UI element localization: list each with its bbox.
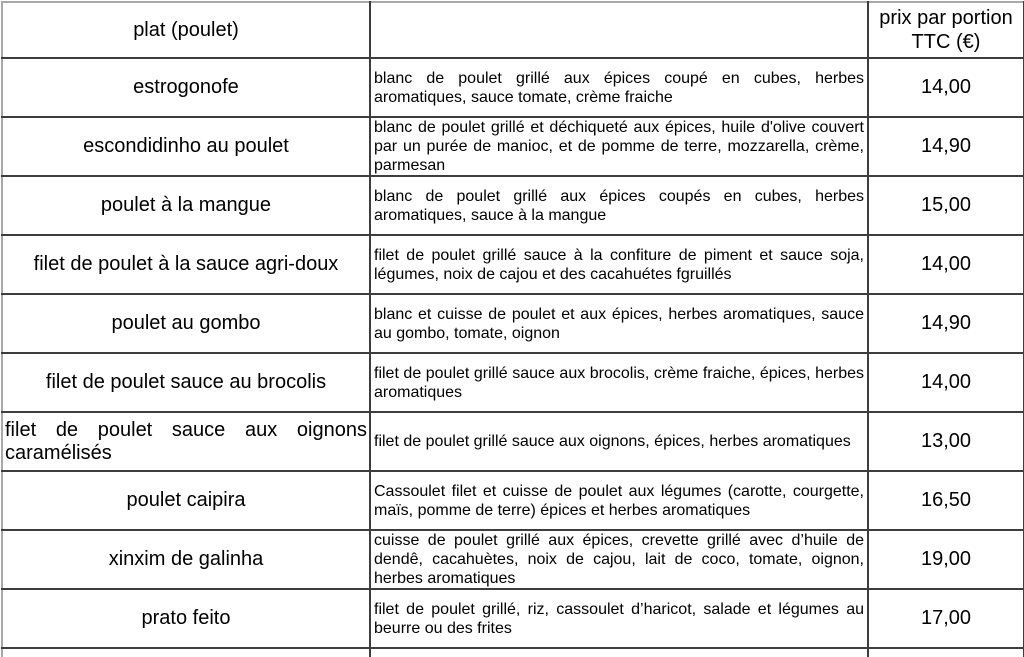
- dish-description-cell: blanc et cuisse de poulet et aux épices, herbes aromatiques, sauce au gombo, tomate, oignon: [370, 294, 868, 353]
- partial-cell: [370, 648, 868, 657]
- menu-row: [2, 412, 1024, 471]
- dish-price-cell: 14,90: [868, 117, 1024, 176]
- dish-price-cell: 16,50: [868, 471, 1024, 530]
- dish-name-cell: poulet caipira: [2, 471, 370, 530]
- menu-row: [2, 235, 1024, 294]
- dish-name-cell: filet de poulet sauce aux oignons caramélisés: [2, 412, 370, 471]
- menu-table: [1, 1, 1024, 657]
- dish-description-cell: filet de poulet grillé sauce aux oignons, épices, herbes aromatiques: [370, 412, 868, 471]
- dish-description-cell: filet de poulet grillé sauce à la confiture de piment et sauce soja, légumes, noix de cajou et des cacahuétes fgruillés: [370, 235, 868, 294]
- dish-name-cell: filet de poulet sauce au brocolis: [2, 353, 370, 412]
- dish-name-cell: prato feito: [2, 589, 370, 648]
- dish-name-cell: escondidinho au poulet: [2, 117, 370, 176]
- partial-cell: [868, 648, 1024, 657]
- dish-name-cell: estrogonofe: [2, 58, 370, 117]
- dish-price-cell: 13,00: [868, 412, 1024, 471]
- dish-price-cell: 17,00: [868, 589, 1024, 648]
- dish-name-cell: poulet à la mangue: [2, 176, 370, 235]
- dish-description-cell: filet de poulet grillé, riz, cassoulet d’haricot, salade et légumes au beurre ou des frites: [370, 589, 868, 648]
- dish-price-cell: 14,90: [868, 294, 1024, 353]
- dish-name-cell: poulet au gombo: [2, 294, 370, 353]
- menu-row: [2, 58, 1024, 117]
- menu-row: [2, 294, 1024, 353]
- dish-name-cell: xinxim de galinha: [2, 530, 370, 589]
- dish-price-cell: 14,00: [868, 58, 1024, 117]
- dish-description-cell: cuisse de poulet grillé aux épices, crevette grillé avec d’huile de dendê, cacahuètes, noix de cajou, lait de coco, tomate, oignon, herbes aromatiques: [370, 530, 868, 589]
- menu-table-header: [2, 2, 1024, 58]
- dish-description-cell: blanc de poulet grillé aux épices coupés en cubes, herbes aromatiques, sauce à la mangue: [370, 176, 868, 235]
- dish-price-cell: 14,00: [868, 235, 1024, 294]
- header-description-column: [370, 2, 868, 58]
- menu-rows: [2, 58, 1024, 648]
- menu-row: [2, 589, 1024, 648]
- menu-table-footer: [2, 648, 1024, 657]
- dish-price-cell: 19,00: [868, 530, 1024, 589]
- dish-description-cell: blanc de poulet grillé aux épices coupé en cubes, herbes aromatiques, sauce tomate, crème fraiche: [370, 58, 868, 117]
- menu-row: [2, 176, 1024, 235]
- dish-description-cell: filet de poulet grillé sauce aux brocolis, crème fraiche, épices, herbes aromatiques: [370, 353, 868, 412]
- dish-price-cell: 14,00: [868, 353, 1024, 412]
- partial-cell: [2, 648, 370, 657]
- dish-name-cell: filet de poulet à la sauce agri-doux: [2, 235, 370, 294]
- header-row: [2, 2, 1024, 58]
- menu-row: [2, 530, 1024, 589]
- dish-price-cell: 15,00: [868, 176, 1024, 235]
- dish-description-cell: Cassoulet filet et cuisse de poulet aux légumes (carotte, courgette, maïs, pomme de terre) épices et herbes aromatiques: [370, 471, 868, 530]
- menu-row: [2, 353, 1024, 412]
- menu-row: [2, 471, 1024, 530]
- partial-cutoff-row: [2, 648, 1024, 657]
- header-price-column: prix par portion TTC (€): [868, 2, 1024, 58]
- header-dish-column: plat (poulet): [2, 2, 370, 58]
- dish-description-cell: blanc de poulet grillé et déchiqueté aux épices, huile d'olive couvert par un purée de manioc, et de pomme de terre, mozzarella, crème, parmesan: [370, 117, 868, 176]
- menu-row: [2, 117, 1024, 176]
